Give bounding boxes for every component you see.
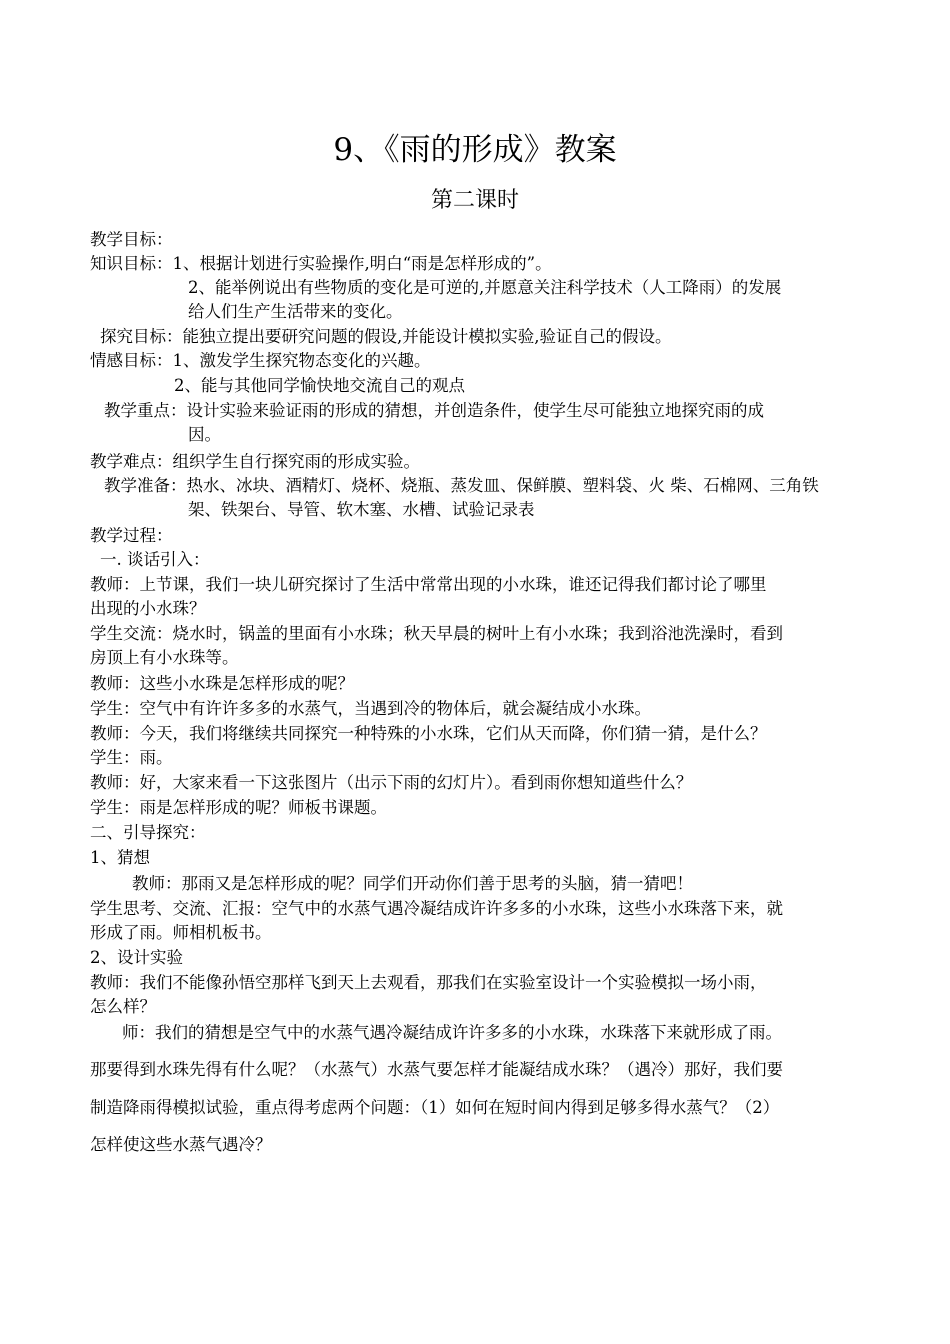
text-line: 学生思考、交流、汇报：空气中的水蒸气遇冷凝结成许许多多的小水珠，这些小水珠落下来，就 bbox=[90, 899, 783, 918]
text-line: 教师：这些小水珠是怎样形成的呢？ bbox=[90, 674, 354, 693]
text-line: 教师：那雨又是怎样形成的呢？同学们开动你们善于思考的头脑，猜一猜吧！ bbox=[132, 874, 693, 893]
text-line: 制造降雨得模拟试验，重点得考虑两个问题：（1）如何在短时间内得到足够多得水蒸气？（2） bbox=[90, 1098, 780, 1117]
text-line: 怎样使这些水蒸气遇冷？ bbox=[90, 1135, 272, 1154]
text-line: 知识目标：1、根据计划进行实验操作,明白“雨是怎样形成的”。 bbox=[90, 254, 552, 273]
text-line: 教学过程： bbox=[90, 526, 173, 545]
text-line: 1、猜想 bbox=[90, 848, 150, 867]
text-line: 教学重点：设计实验来验证雨的形成的猜想，并创造条件，使学生尽可能独立地探究雨的成 bbox=[104, 401, 764, 420]
text-line: 教学目标： bbox=[90, 230, 173, 249]
text-line: 学生：雨是怎样形成的呢？师板书课题。 bbox=[90, 798, 387, 817]
text-line: 教师：上节课，我们一块儿研究探讨了生活中常常出现的小水珠，谁还记得我们都讨论了哪里 bbox=[90, 575, 767, 594]
text-line: 学生交流：烧水时，锅盖的里面有小水珠；秋天早晨的树叶上有小水珠；我到浴池洗澡时，看到 bbox=[90, 624, 783, 643]
text-line: 那要得到水珠先得有什么呢？（水蒸气）水蒸气要怎样才能凝结成水珠？（遇冷）那好，我们要 bbox=[90, 1060, 783, 1079]
document-title: 9、《雨的形成》教案 bbox=[333, 132, 617, 168]
text-line: 教师：今天，我们将继续共同探究一种特殊的小水珠，它们从天而降，你们猜一猜，是什么？ bbox=[90, 724, 767, 743]
text-line: 教师：好，大家来看一下这张图片（出示下雨的幻灯片）。看到雨你想知道些什么？ bbox=[90, 773, 693, 792]
text-line: 教学难点：组织学生自行探究雨的形成实验。 bbox=[90, 452, 420, 471]
text-line: 形成了雨。师相机板书。 bbox=[90, 923, 272, 942]
text-line: 教师：我们不能像孙悟空那样飞到天上去观看，那我们在实验室设计一个实验模拟一场小雨， bbox=[90, 973, 767, 992]
text-line: 一. 谈话引入： bbox=[100, 550, 210, 569]
text-line: 怎么样？ bbox=[90, 997, 156, 1016]
text-line: 给人们生产生活带来的变化。 bbox=[188, 302, 403, 321]
text-line: 二、引导探究： bbox=[90, 823, 206, 842]
text-line: 架、铁架台、导管、软木塞、水槽、试验记录表 bbox=[188, 500, 535, 519]
text-line: 师：我们的猜想是空气中的水蒸气遇冷凝结成许许多多的小水珠，水珠落下来就形成了雨。 bbox=[122, 1023, 782, 1042]
text-line: 2、设计实验 bbox=[90, 948, 183, 967]
text-line: 探究目标：能独立提出要研究问题的假设,并能设计模拟实验,验证自己的假设。 bbox=[100, 327, 672, 346]
document-subtitle: 第二课时 bbox=[430, 188, 519, 213]
text-line: 2、能与其他同学愉快地交流自己的观点 bbox=[174, 376, 465, 395]
text-line: 学生：空气中有许许多多的水蒸气，当遇到冷的物体后，就会凝结成小水珠。 bbox=[90, 699, 651, 718]
text-line: 情感目标：1、激发学生探究物态变化的兴趣。 bbox=[90, 351, 431, 370]
text-line: 教学准备：热水、冰块、酒精灯、烧杯、烧瓶、蒸发皿、保鲜膜、塑料袋、火 柴、石棉网、三角铁 bbox=[104, 476, 819, 495]
text-line: 2、能举例说出有些物质的变化是可逆的,并愿意关注科学技术（人工降雨）的发展 bbox=[188, 278, 782, 297]
text-line: 房顶上有小水珠等。 bbox=[90, 648, 239, 667]
text-line: 学生：雨。 bbox=[90, 748, 173, 767]
text-line: 出现的小水珠？ bbox=[90, 599, 206, 618]
text-line: 因。 bbox=[188, 425, 221, 444]
